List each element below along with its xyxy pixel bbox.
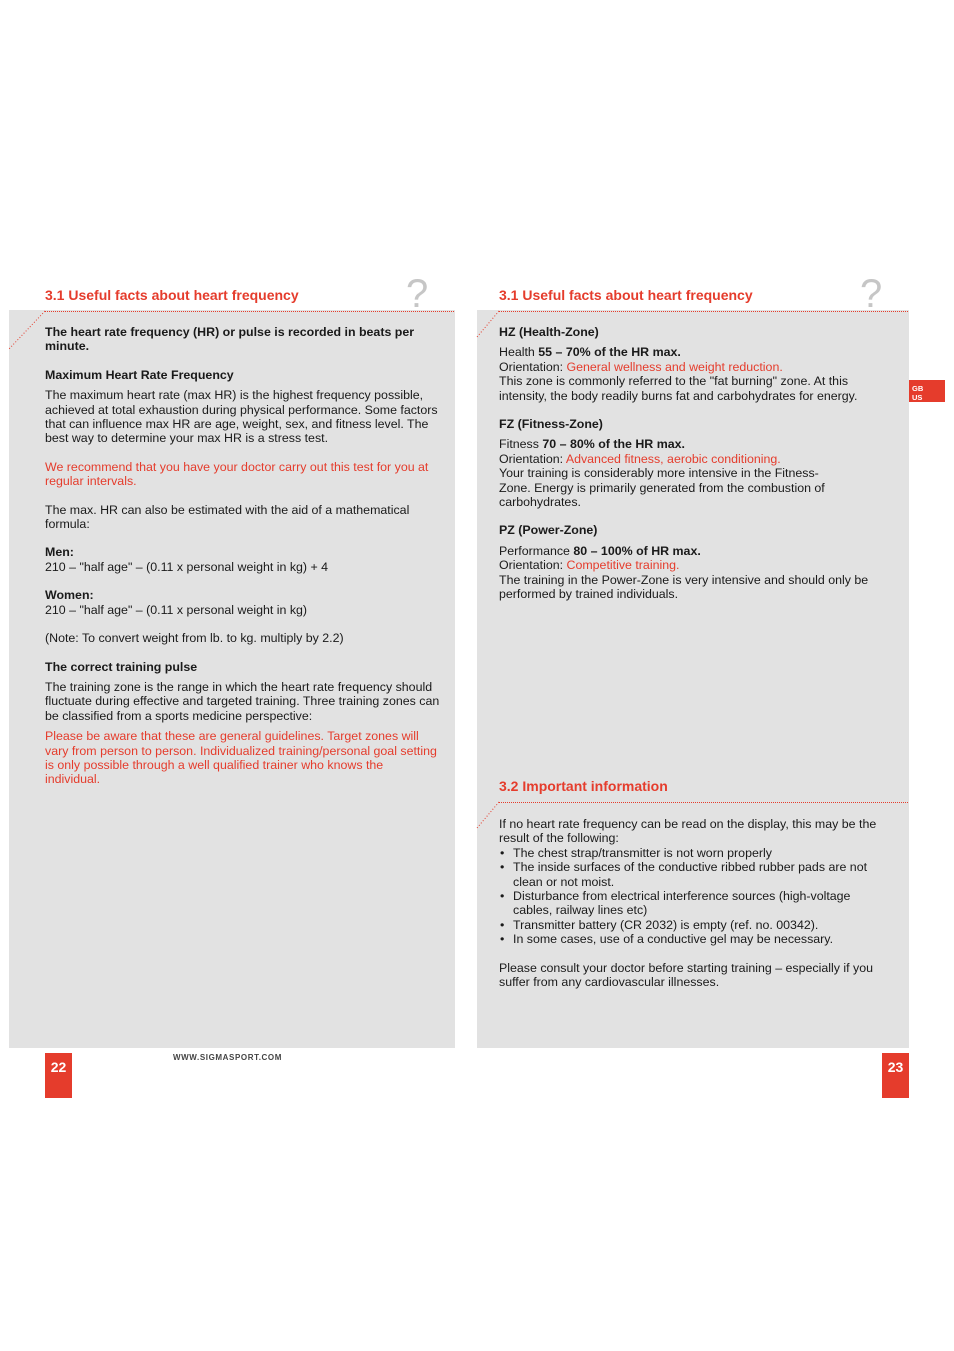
women-label: Women: bbox=[45, 588, 94, 603]
max-hr-text: The maximum heart rate (max HR) is the highest frequency possible, achieved at total exhaustion during physical performance. Some factors that can influence max HR are age, weight, sex, and fitness level. The best way to determine your max HR is a stress test. bbox=[45, 388, 438, 446]
fz-range-line: Fitness 70 – 80% of the HR max. bbox=[499, 437, 685, 452]
question-mark-icon: ? bbox=[406, 272, 429, 316]
fz-text: Your training is considerably more intensive in the Fitness-Zone. Energy is primarily generated from the combustion of carbohydrates. bbox=[499, 466, 825, 510]
pz-orientation-line: Orientation: Competitive training. bbox=[499, 558, 680, 573]
right-heading-divider bbox=[499, 311, 908, 312]
hz-text: This zone is commonly referred to the "fat burning" zone. At this intensity, the body readily burns fat and carbohydrates for energy. bbox=[499, 374, 858, 403]
guidelines-text: Please be aware that these are general guidelines. Target zones will vary from person to person. Individualized training/personal goal setting is only possible through a well qualified trainer who knows the individual. bbox=[45, 729, 437, 787]
doctor-note: We recommend that you have your doctor carry out this test for you at regular intervals. bbox=[45, 459, 429, 489]
intro-text: The heart rate frequency (HR) or pulse is recorded in beats per minute. bbox=[45, 325, 415, 354]
important-info-heading: 3.2 Important information bbox=[499, 778, 668, 794]
fz-orientation-line: Orientation: Advanced fitness, aerobic conditioning. bbox=[499, 451, 781, 466]
max-hr-title: Maximum Heart Rate Frequency bbox=[45, 367, 234, 382]
page-number-left: 22 bbox=[45, 1053, 72, 1098]
language-tab bbox=[909, 380, 945, 402]
conversion-note: (Note: To convert weight from lb. to kg. multiply by 2.2) bbox=[45, 631, 344, 646]
right-section-heading: 3.1 Useful facts about heart frequency bbox=[499, 287, 753, 303]
pulse-title: The correct training pulse bbox=[45, 659, 198, 674]
pz-text: The training in the Power-Zone is very intensive and should only be performed by trained individuals. bbox=[499, 572, 869, 602]
left-body-text bbox=[45, 325, 440, 787]
question-mark-icon: ? bbox=[860, 272, 883, 316]
right-corner-diagonal bbox=[477, 311, 499, 337]
left-corner-diagonal bbox=[9, 311, 45, 349]
pz-title: PZ (Power-Zone) bbox=[499, 523, 598, 538]
list-item: • Disturbance from electrical interference sources (high-voltage cables, railway lines etc) bbox=[499, 889, 889, 918]
estimate-text: The max. HR can also be estimated with the aid of a mathematical formula: bbox=[45, 502, 410, 532]
women-formula: 210 – "half age" – (0.11 x personal weight in kg) bbox=[45, 602, 308, 617]
hz-orientation-line: Orientation: General wellness and weight reduction. bbox=[499, 359, 783, 374]
hz-range-line: Health 55 – 70% of the HR max. bbox=[499, 345, 681, 360]
left-heading-divider bbox=[45, 311, 454, 312]
website-url: WWW.SIGMASPORT.COM bbox=[173, 1053, 283, 1062]
fz-title: FZ (Fitness-Zone) bbox=[499, 417, 603, 432]
language-tab-us: US bbox=[912, 393, 923, 402]
consult-text: Please consult your doctor before starting training – especially if you suffer from any cardiovascular illnesses. bbox=[499, 960, 873, 990]
list-item: • The chest strap/transmitter is not worn properly bbox=[499, 846, 889, 860]
list-item: • Transmitter battery (CR 2032) is empty (ref. no. 00342). bbox=[499, 918, 889, 932]
language-tab-gb: GB bbox=[912, 384, 924, 393]
pz-range-line: Performance 80 – 100% of HR max. bbox=[499, 543, 701, 558]
important-info-diagonal bbox=[477, 802, 499, 828]
men-label: Men: bbox=[45, 545, 74, 560]
important-info-divider bbox=[499, 802, 908, 803]
zones-text bbox=[499, 325, 889, 602]
pulse-text: The training zone is the range in which the heart rate frequency should fluctuate during effective and targeted training. Three training zones can be classified from a sports medicine perspective: bbox=[45, 679, 440, 723]
left-section-heading: 3.1 Useful facts about heart frequency bbox=[45, 287, 299, 303]
important-info-text bbox=[499, 817, 889, 989]
info-intro: If no heart rate frequency can be read on the display, this may be the result of the following: bbox=[499, 817, 877, 846]
list-item: • In some cases, use of a conductive gel may be necessary. bbox=[499, 932, 889, 946]
list-item: • The inside surfaces of the conductive ribbed rubber pads are not clean or not moist. bbox=[499, 860, 889, 889]
men-formula: 210 – "half age" – (0.11 x personal weight in kg) + 4 bbox=[45, 559, 329, 574]
page-number-right: 23 bbox=[882, 1053, 909, 1098]
hz-title: HZ (Health-Zone) bbox=[499, 325, 599, 339]
info-bullet-list bbox=[499, 846, 889, 947]
